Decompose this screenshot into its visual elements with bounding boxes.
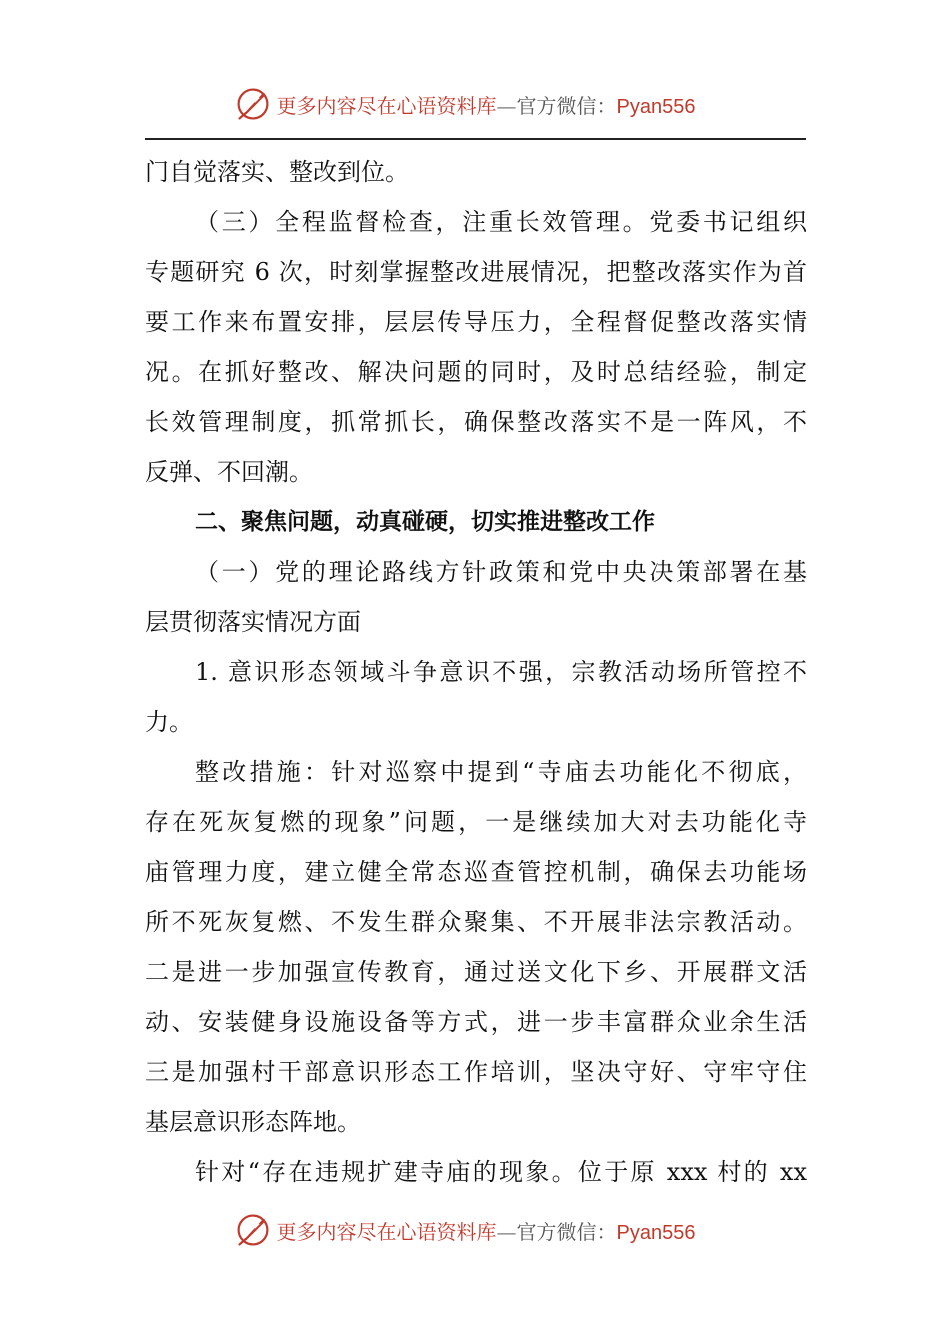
- subsection-heading: （一）党的理论路线方针政策和党中央决策部署在基: [195, 558, 807, 586]
- body-line: 门自觉落实、整改到位。: [145, 158, 409, 186]
- body-line: 专题研究 6 次，时刻掌握整改进展情况，把整改落实作为首: [145, 258, 807, 286]
- body-line: 况。在抓好整改、解决问题的同时，及时总结经验，制定: [145, 358, 807, 386]
- body-line: 反弹、不回潮。: [145, 458, 313, 486]
- watermark-main-text: 更多内容尽在心语资料库: [276, 1219, 497, 1244]
- body-line: 要工作来布置安排，层层传导压力，全程督促整改落实情: [145, 308, 807, 336]
- watermark-wechat-id: Pyan556: [616, 95, 696, 118]
- item-heading-cont: 力。: [145, 708, 193, 736]
- body-line: 整改措施：针对巡察中提到“寺庙去功能化不彻底，: [195, 758, 807, 786]
- quill-pen-circle-icon: [235, 86, 271, 122]
- body-line: （三）全程监督检查，注重长效管理。党委书记组织: [195, 208, 807, 236]
- body-line: 针对“存在违规扩建寺庙的现象。位于原 xxx 村的 xx: [195, 1158, 807, 1186]
- watermark-separator: —: [496, 1219, 517, 1244]
- section-heading: 二、聚焦问题，动真碰硬，切实推进整改工作: [195, 509, 655, 535]
- body-line: 二是进一步加强宣传教育，通过送文化下乡、开展群文活: [145, 958, 807, 986]
- watermark-group: [235, 1212, 696, 1248]
- subsection-heading-cont: 层贯彻落实情况方面: [145, 608, 361, 636]
- body-line: 长效管理制度，抓常抓长，确保整改落实不是一阵风，不: [145, 408, 807, 436]
- body-line: 所不死灰复燃、不发生群众聚集、不开展非法宗教活动。: [145, 908, 807, 936]
- watermark-group: [235, 86, 696, 122]
- header-rule: [145, 138, 806, 140]
- header-watermark: [0, 84, 950, 124]
- body-line: 三是加强村干部意识形态工作培训，坚决守好、守牢守住: [145, 1058, 807, 1086]
- watermark-official-label: 官方微信：: [516, 93, 617, 118]
- footer-watermark: [0, 1210, 950, 1250]
- watermark-wechat-id: Pyan556: [616, 1221, 696, 1244]
- watermark-text: [277, 1216, 696, 1245]
- watermark-main-text: 更多内容尽在心语资料库: [276, 93, 497, 118]
- watermark-separator: —: [496, 93, 517, 118]
- quill-pen-circle-icon: [235, 1212, 271, 1248]
- item-heading: 1. 意识形态领域斗争意识不强，宗教活动场所管控不: [195, 658, 807, 686]
- body-line: 基层意识形态阵地。: [145, 1108, 361, 1136]
- body-line: 动、安装健身设施设备等方式，进一步丰富群众业余生活: [145, 1008, 807, 1036]
- body-line: 庙管理力度，建立健全常态巡查管控机制，确保去功能场: [145, 858, 807, 886]
- watermark-official-label: 官方微信：: [516, 1219, 617, 1244]
- body-line: 存在死灰复燃的现象”问题，一是继续加大对去功能化寺: [145, 808, 807, 836]
- document-body: [145, 147, 807, 1197]
- watermark-text: [277, 90, 696, 119]
